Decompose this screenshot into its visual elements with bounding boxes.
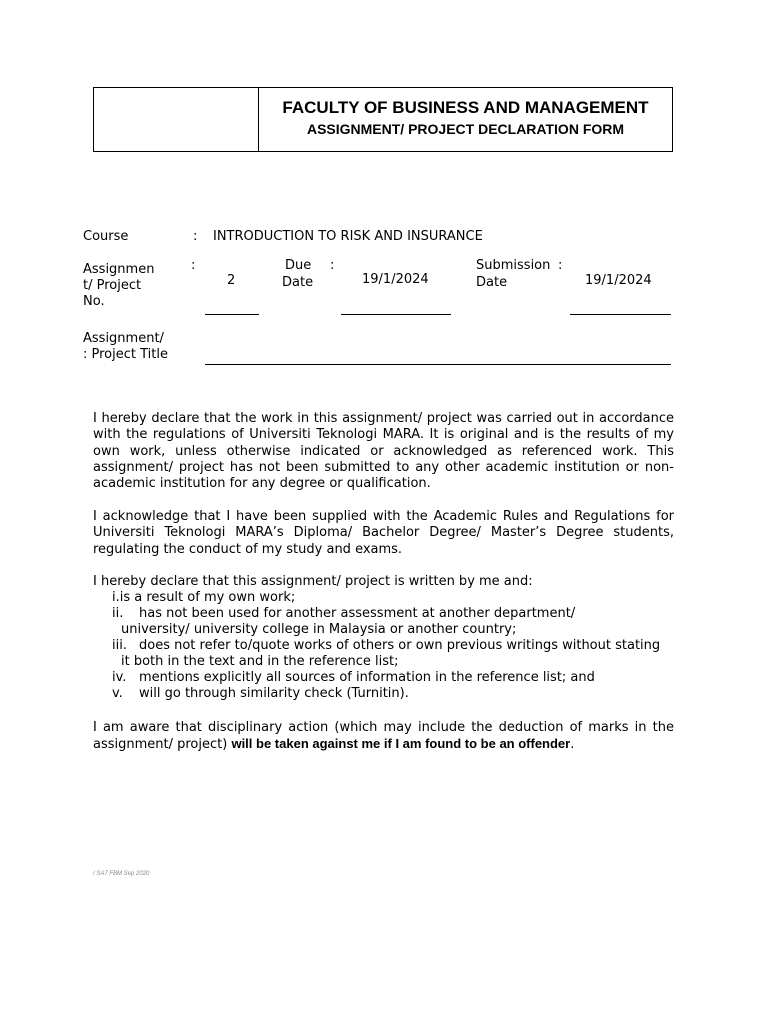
assignment-no-value[interactable]: 2 [227, 273, 236, 288]
header-box [93, 87, 673, 152]
list-item [112, 638, 127, 654]
submission-colon: : [558, 258, 563, 273]
list-item [112, 686, 123, 702]
list-numeral: i. [112, 590, 120, 605]
list-numeral: v. [112, 686, 123, 701]
declaration-paragraph-1: I hereby declare that the work in this assignment/ project was carried out in accordance with the regulations of Universiti Teknologi MARA. It is original and is the results of my own work, unless otherwise indicated or acknowledged as referenced work. This assignment/ project has not been submitted to any other academic institution or non-academic institution for any degree or qualification. [93, 411, 674, 492]
submission-date-value[interactable]: 19/1/2024 [585, 273, 652, 288]
submission-date-underline [570, 314, 671, 315]
due-date-underline [341, 314, 451, 315]
list-item [112, 590, 295, 606]
closing-text: I am aware that disciplinary action (which may include the deduction of marks in the assignment/ project) [93, 720, 674, 753]
course-label: Course [83, 229, 129, 244]
list-text: is a result of my own work; [119, 590, 296, 605]
list-numeral: iv. [112, 670, 127, 685]
footer-form-code: / SA7 FBM Sep 2020 [93, 871, 150, 877]
list-text: mentions explicitly all sources of information in the reference list; and [139, 670, 595, 685]
assignment-no-label-line3: No. [83, 294, 105, 309]
list-text: has not been used for another assessment at another department/ [139, 606, 576, 621]
assignment-no-label-line1: Assignmen [83, 262, 155, 277]
list-numeral: ii. [112, 606, 124, 621]
list-text-continued: university/ university college in Malaysia or another country; [121, 622, 517, 637]
declaration-closing [93, 720, 674, 754]
list-numeral: iii. [112, 638, 127, 653]
list-text: does not refer to/quote works of others or own previous writings without stating [139, 638, 661, 653]
assignment-no-colon: : [191, 258, 196, 273]
project-title-underline [205, 364, 671, 365]
submission-label-line2: Date [476, 275, 508, 290]
declaration-paragraph-2: I acknowledge that I have been supplied with the Academic Rules and Regulations for Universiti Teknologi MARA’s Diploma/ Bachelor Degree/ Master’s Degree students, regulating the conduct of my study and exams. [93, 509, 674, 557]
declaration-intro: I hereby declare that this assignment/ project is written by me and: [93, 574, 533, 589]
assignment-no-underline [205, 314, 259, 315]
faculty-title: FACULTY OF BUSINESS AND MANAGEMENT [282, 98, 649, 117]
submission-label-line1: Submission [476, 258, 551, 273]
closing-bold-text: will be taken against me if I am found to be an offender [231, 736, 571, 752]
list-text: will go through similarity check (Turnitin). [139, 686, 409, 701]
list-item [112, 606, 123, 622]
due-date-value[interactable]: 19/1/2024 [362, 272, 429, 287]
form-title: ASSIGNMENT/ PROJECT DECLARATION FORM [306, 121, 625, 137]
list-text-continued: it both in the text and in the reference list; [121, 654, 399, 669]
list-item [112, 670, 126, 686]
course-colon: : [193, 229, 198, 244]
due-label-line1: Due [285, 258, 312, 273]
due-label-line2: Date [282, 275, 314, 290]
project-title-label-line1: Assignment/ [83, 331, 164, 346]
assignment-no-label-line2: t/ Project [83, 278, 142, 293]
due-colon: : [330, 258, 335, 273]
closing-period: . [570, 737, 575, 753]
course-value: INTRODUCTION TO RISK AND INSURANCE [213, 229, 483, 244]
project-title-label-line2: : Project Title [83, 347, 168, 362]
